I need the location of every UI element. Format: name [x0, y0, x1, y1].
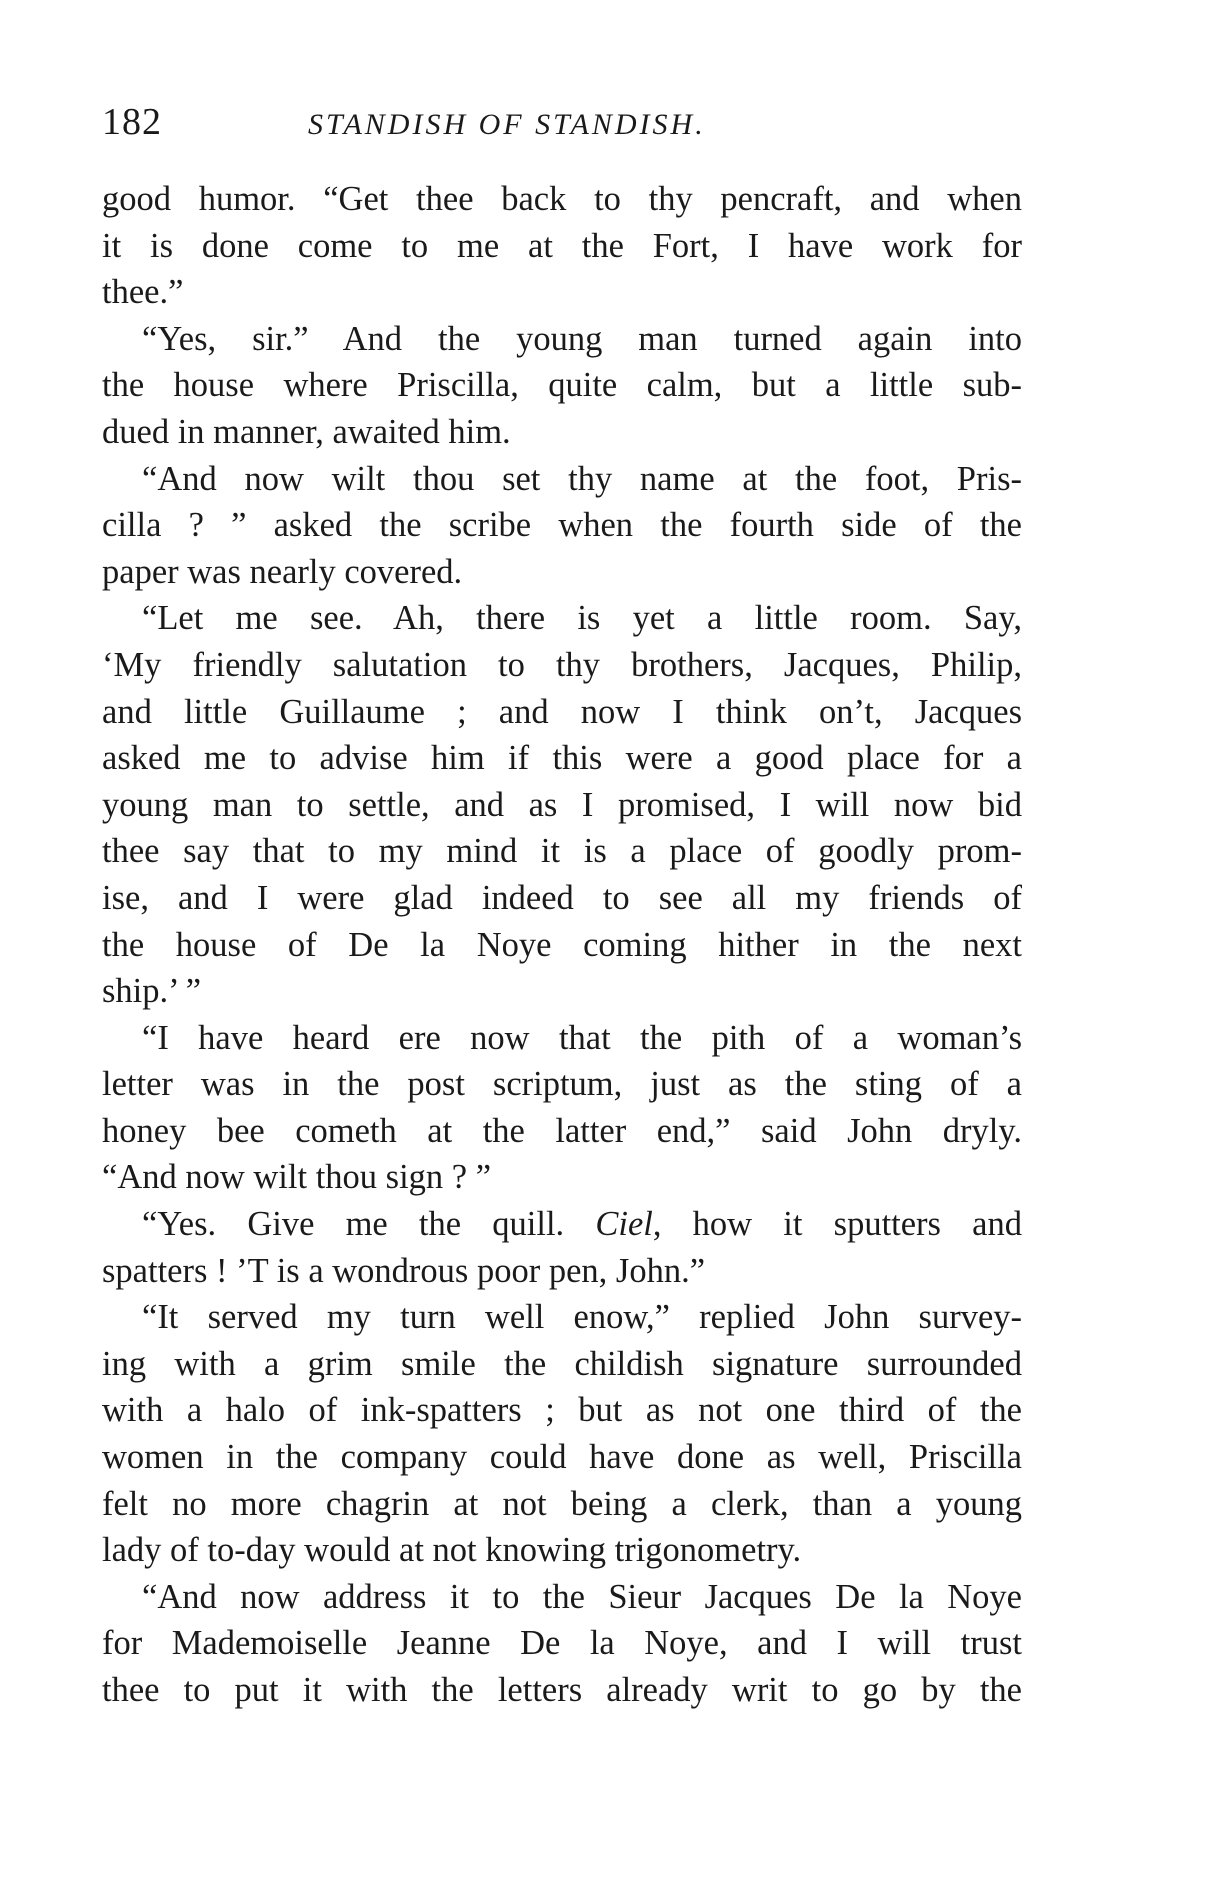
text-line: the house of De la Noye coming hither in the next [102, 925, 1022, 964]
text-line: “And now wilt thou set thy name at the foot, Pris- [142, 459, 1022, 498]
text-line: felt no more chagrin at not being a clerk, than a young [102, 1484, 1022, 1523]
text-line: dued in manner, awaited him. [102, 412, 511, 451]
text-line: letter was in the post scriptum, just as the sting of a [102, 1065, 1022, 1104]
text-line: cilla ? ” asked the scribe when the fourth side of the [102, 506, 1022, 545]
text-line: thee.” [102, 273, 184, 312]
text-line: women in the company could have done as well, Priscilla [102, 1438, 1022, 1477]
book-page [102, 96, 1022, 1714]
text-line: “And now wilt thou sign ? ” [102, 1158, 492, 1197]
text-line [102, 1201, 1022, 1248]
text-line: lady of to-day would at not knowing trigonometry. [102, 1531, 802, 1570]
text-line: honey bee cometh at the latter end,” said John dryly. [102, 1111, 1022, 1150]
text-line: ship.’ ” [102, 972, 202, 1011]
text-line: good humor. “Get thee back to thy pencraft, and when [102, 180, 1022, 218]
text-line: young man to settle, and as I promised, I will now bid [102, 785, 1022, 824]
text-line: it is done come to me at the Fort, I have work for [102, 226, 1022, 265]
text-line: asked me to advise him if this were a good place for a [102, 739, 1022, 778]
text-line: “Yes, sir.” And the young man turned again into [142, 319, 1022, 358]
text-line: for Mademoiselle Jeanne De la Noye, and I will trust [102, 1624, 1022, 1663]
page-number: 182 [102, 101, 162, 143]
text-segment: “Yes. Give me the quill. [142, 1205, 596, 1244]
text-line: “It served my turn well enow,” replied John survey- [142, 1298, 1022, 1337]
text-line: thee to put it with the letters already writ to go by the [102, 1671, 1022, 1709]
text-line: ing with a grim smile the childish signature surrounded [102, 1344, 1022, 1383]
text-line: the house where Priscilla, quite calm, but a little sub- [102, 366, 1022, 405]
text-line: “I have heard ere now that the pith of a woman’s [142, 1018, 1022, 1057]
body-text [102, 176, 1022, 1714]
text-line: and little Guillaume ; and now I think on’t, Jacques [102, 692, 1022, 731]
italic-word: Ciel [595, 1205, 653, 1244]
text-line: ise, and I were glad indeed to see all my friends of [102, 878, 1022, 917]
text-line: spatters ! ’T is a wondrous poor pen, John.” [102, 1251, 706, 1290]
text-segment: , how it sputters and [652, 1205, 1022, 1244]
running-title: STANDISH OF STANDISH. [308, 108, 706, 141]
text-line: thee say that to my mind it is a place of goodly prom- [102, 832, 1022, 871]
text-line: “Let me see. Ah, there is yet a little room. Say, [142, 599, 1022, 638]
running-head [102, 96, 1022, 156]
text-line: with a halo of ink-spatters ; but as not one third of the [102, 1391, 1022, 1430]
text-line: ‘My friendly salutation to thy brothers, Jacques, Philip, [102, 645, 1022, 684]
text-line: paper was nearly covered. [102, 552, 463, 591]
text-line: “And now address it to the Sieur Jacques De la Noye [142, 1577, 1022, 1616]
